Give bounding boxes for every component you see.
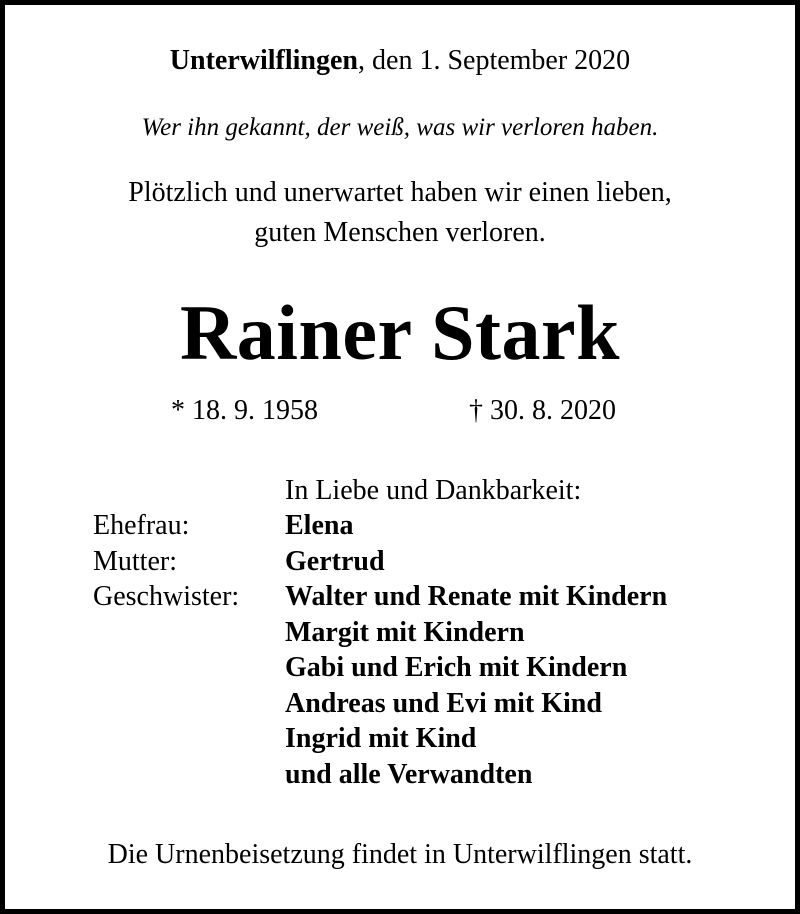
deceased-name: Rainer Stark bbox=[179, 289, 621, 376]
mourner-names bbox=[285, 544, 385, 580]
relation-label: Mutter: bbox=[93, 545, 177, 577]
mourner-group-spouse bbox=[93, 508, 667, 544]
birth-date: * 18. 9. 1958 bbox=[171, 395, 318, 426]
burial-notice: Die Urnenbeisetzung findet in Unterwilflingen statt. bbox=[107, 839, 693, 870]
mourners-list bbox=[93, 508, 667, 792]
mourner-name: und alle Verwandten bbox=[285, 758, 533, 790]
mourner-group-mother bbox=[93, 544, 667, 580]
mourners-heading: In Liebe und Dankbarkeit: bbox=[285, 475, 582, 506]
mourner-name: Andreas und Evi mit Kind bbox=[285, 687, 602, 719]
relation-label: Ehefrau: bbox=[93, 510, 190, 541]
mourner-name: Margit mit Kindern bbox=[285, 616, 525, 648]
relation-label: Geschwister: bbox=[93, 581, 240, 612]
mourner-name: Elena bbox=[285, 510, 354, 541]
motto: Wer ihn gekannt, der weiß, was wir verloren haben. bbox=[141, 114, 659, 141]
mourner-name: Ingrid mit Kind bbox=[285, 723, 477, 754]
mourner-name: Gabi und Erich mit Kindern bbox=[285, 652, 628, 683]
mourner-group-siblings bbox=[93, 579, 667, 792]
date-text: , den 1. September 2020 bbox=[358, 45, 631, 76]
intro-line-1: Plötzlich und unerwartet haben wir einen lieben, bbox=[128, 177, 672, 208]
place-name: Unterwilflingen bbox=[169, 45, 359, 76]
mourner-names bbox=[285, 579, 667, 792]
mourner-name: Walter und Renate mit Kindern bbox=[285, 581, 668, 612]
mourner-names bbox=[285, 508, 353, 544]
death-date: † 30. 8. 2020 bbox=[469, 395, 616, 426]
mourner-name: Gertrud bbox=[285, 545, 385, 577]
intro-line-2: guten Menschen verloren. bbox=[254, 217, 546, 248]
place-date-line bbox=[5, 43, 795, 79]
